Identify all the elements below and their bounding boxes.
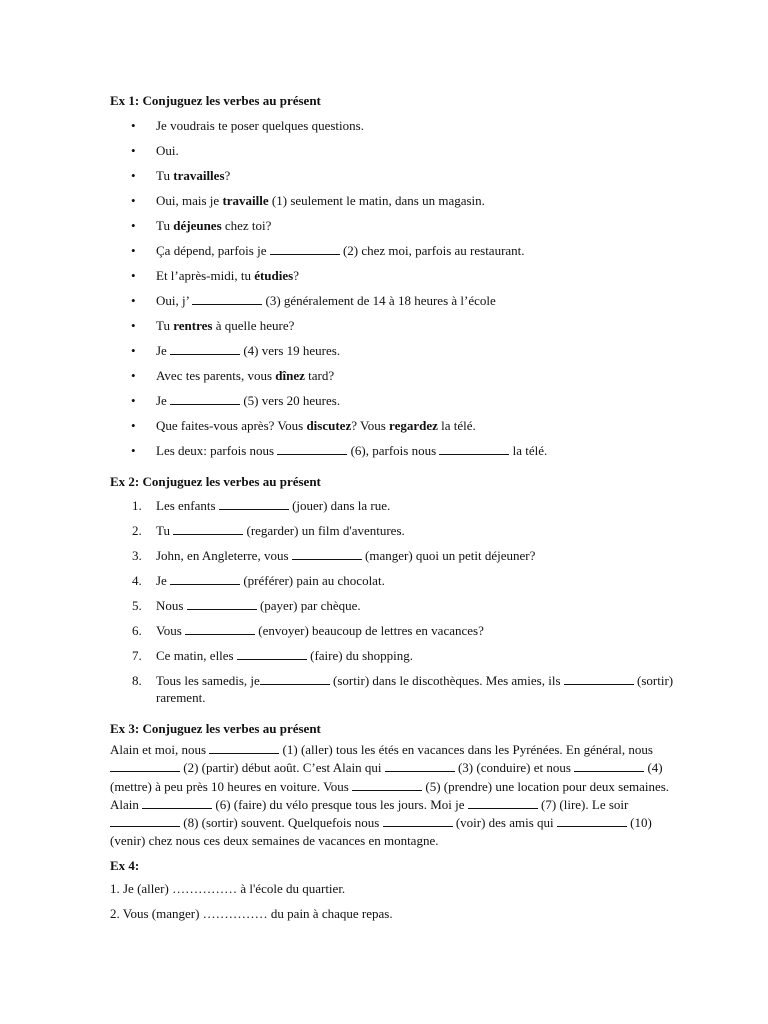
verb-bold: travaille bbox=[222, 193, 269, 208]
dialogue-line bbox=[110, 392, 690, 417]
text-fragment: Tu bbox=[156, 168, 174, 183]
dialogue-line bbox=[110, 342, 690, 367]
dialogue-line bbox=[110, 317, 690, 342]
text-fragment: Que faites-vous après? Vous bbox=[156, 418, 307, 433]
text-fragment: Ça dépend, parfois je bbox=[156, 243, 270, 258]
text-fragment: à quelle heure? bbox=[212, 318, 295, 333]
verb-bold: regardez bbox=[389, 418, 438, 433]
fill-in-blank[interactable] bbox=[219, 497, 289, 510]
item-number: 2. bbox=[132, 523, 142, 538]
fill-in-blank[interactable] bbox=[564, 672, 634, 685]
sentence-item bbox=[110, 522, 690, 547]
dialogue-line bbox=[110, 267, 690, 292]
text-fragment: ? bbox=[224, 168, 231, 183]
dialogue-line bbox=[110, 417, 690, 442]
item-number: 1. bbox=[132, 498, 142, 513]
fill-in-blank[interactable] bbox=[209, 741, 279, 754]
sentence-item bbox=[110, 647, 690, 672]
fill-in-blank[interactable] bbox=[185, 622, 255, 635]
sentence-item bbox=[110, 497, 690, 522]
text-fragment: (4) vers 19 heures. bbox=[240, 343, 341, 358]
text-fragment: (3) généralement de 14 à 18 heures à l’école bbox=[262, 293, 496, 308]
fill-in-blank[interactable] bbox=[237, 647, 307, 660]
text-fragment: Ce matin, elles bbox=[156, 648, 237, 663]
text-fragment: Je bbox=[156, 573, 171, 588]
fill-in-blank[interactable] bbox=[110, 814, 180, 827]
dialogue-line bbox=[110, 367, 690, 392]
text-fragment: Et l’après-midi, tu bbox=[156, 268, 255, 283]
verb-bold: étudies bbox=[254, 268, 294, 283]
text-fragment: (jouer) dans la rue. bbox=[288, 498, 391, 513]
text-fragment: (regarder) un film d'aventures. bbox=[243, 523, 405, 538]
dialogue-line bbox=[110, 142, 690, 167]
exercise-2-title: Ex 2: Conjuguez les verbes au présent bbox=[110, 474, 321, 489]
dialogue-line bbox=[110, 117, 690, 142]
text-fragment: (sortir) rarement. bbox=[156, 673, 674, 705]
text-fragment: (7) (lire). Le soir bbox=[537, 796, 629, 812]
text-fragment: Les deux: parfois nous bbox=[156, 443, 278, 458]
fill-in-blank[interactable] bbox=[574, 759, 644, 772]
dialogue-list bbox=[110, 117, 690, 467]
exercise-4-title: Ex 4: bbox=[110, 857, 140, 873]
exercise-4-question: 2. Vous (manger) …………… du pain à chaque repas. bbox=[110, 905, 393, 921]
text-fragment: chez toi? bbox=[221, 218, 272, 233]
exercise-4-question: 1. Je (aller) …………… à l'école du quartier. bbox=[110, 880, 346, 896]
text-fragment: Tu bbox=[156, 218, 174, 233]
item-number: 6. bbox=[132, 623, 142, 638]
text-fragment: (6), parfois nous bbox=[347, 443, 440, 458]
text-fragment: (8) (sortir) souvent. Quelquefois nous bbox=[180, 815, 383, 831]
dialogue-line bbox=[110, 242, 690, 267]
text-fragment: (6) (faire) du vélo presque tous les jours. Moi je bbox=[212, 796, 468, 812]
fill-in-blank[interactable] bbox=[439, 442, 509, 455]
text-fragment: (faire) du shopping. bbox=[306, 648, 414, 663]
text-fragment: (voir) des amis qui bbox=[452, 815, 557, 831]
verb-bold: travailles bbox=[173, 168, 225, 183]
text-fragment: Nous bbox=[156, 598, 187, 613]
text-fragment: Oui, mais je bbox=[156, 193, 223, 208]
item-number: 3. bbox=[132, 548, 142, 563]
text-fragment: la télé. bbox=[509, 443, 548, 458]
sentence-list bbox=[110, 497, 690, 714]
verb-bold: rentres bbox=[173, 318, 213, 333]
sentence-item bbox=[110, 597, 690, 622]
sentence-item bbox=[110, 547, 690, 572]
text-fragment: Je bbox=[156, 343, 171, 358]
text-fragment: tard? bbox=[304, 368, 335, 383]
text-fragment: Tu bbox=[156, 523, 174, 538]
text-fragment: Alain et moi, nous bbox=[110, 742, 210, 757]
text-fragment: Je voudrais te poser quelques questions. bbox=[156, 118, 364, 133]
dialogue-line bbox=[110, 442, 690, 467]
text-fragment: (préférer) pain au chocolat. bbox=[240, 573, 385, 588]
sentence-item bbox=[110, 622, 690, 647]
verb-bold: déjeunes bbox=[173, 218, 222, 233]
text-fragment: ? Vous bbox=[351, 418, 390, 433]
fill-in-blank[interactable] bbox=[170, 392, 240, 405]
dialogue-line bbox=[110, 292, 690, 317]
exercise-3 bbox=[110, 720, 690, 851]
exercise-1-title: Ex 1: Conjuguez les verbes au présent bbox=[110, 93, 321, 108]
text-fragment: (4) (mettre) à peu près 10 heures en voiture. Vous bbox=[110, 760, 663, 794]
text-fragment: Je bbox=[156, 393, 171, 408]
fill-in-blank[interactable] bbox=[352, 778, 422, 791]
text-fragment: (payer) par chèque. bbox=[256, 598, 361, 613]
text-fragment: (1) seulement le matin, dans un magasin. bbox=[268, 193, 485, 208]
verb-bold: discutez bbox=[306, 418, 352, 433]
text-fragment: (2) chez moi, parfois au restaurant. bbox=[339, 243, 525, 258]
exercise-3-title: Ex 3: Conjuguez les verbes au présent bbox=[110, 721, 321, 736]
fill-in-blank[interactable] bbox=[173, 522, 243, 535]
fill-in-blank[interactable] bbox=[277, 442, 347, 455]
text-fragment: Vous bbox=[156, 623, 186, 638]
fill-in-blank[interactable] bbox=[192, 292, 262, 305]
fill-in-blank[interactable] bbox=[110, 759, 180, 772]
item-number: 4. bbox=[132, 573, 142, 588]
text-fragment: Tous les samedis, je bbox=[156, 673, 260, 688]
verb-bold: dînez bbox=[275, 368, 305, 383]
dialogue-line bbox=[110, 192, 690, 217]
text-fragment: (manger) quoi un petit déjeuner? bbox=[361, 548, 536, 563]
fill-in-blank[interactable] bbox=[383, 814, 453, 827]
fill-in-blank[interactable] bbox=[292, 547, 362, 560]
text-fragment: John, en Angleterre, vous bbox=[156, 548, 292, 563]
item-number: 8. bbox=[132, 673, 142, 688]
text-fragment: Avec tes parents, vous bbox=[156, 368, 276, 383]
fill-in-blank[interactable] bbox=[142, 796, 212, 809]
dialogue-line bbox=[110, 167, 690, 192]
text-fragment: Tu bbox=[156, 318, 174, 333]
text-fragment: la télé. bbox=[437, 418, 476, 433]
exercise-1 bbox=[110, 92, 690, 467]
text-fragment: (3) (conduire) et nous bbox=[454, 760, 575, 776]
item-number: 5. bbox=[132, 598, 142, 613]
text-fragment: (10) (venir) chez nous ces deux semaines de vacances en montagne. bbox=[110, 815, 652, 849]
sentence-item bbox=[110, 672, 690, 714]
item-number: 7. bbox=[132, 648, 142, 663]
fill-in-blank[interactable] bbox=[260, 672, 330, 685]
text-fragment: (envoyer) beaucoup de lettres en vacances? bbox=[255, 623, 484, 638]
text-fragment: Les enfants bbox=[156, 498, 219, 513]
exercise-3-paragraph bbox=[110, 741, 690, 851]
dialogue-line bbox=[110, 217, 690, 242]
fill-in-blank[interactable] bbox=[170, 342, 240, 355]
sentence-item bbox=[110, 572, 690, 597]
text-fragment: (5) (prendre) une location pour deux semaines. Alain bbox=[110, 778, 670, 812]
fill-in-blank[interactable] bbox=[557, 814, 627, 827]
text-fragment: (sortir) dans le discothèques. Mes amies, ils bbox=[329, 673, 564, 688]
text-fragment: Oui, j’ bbox=[156, 293, 193, 308]
text-fragment: (5) vers 20 heures. bbox=[240, 393, 341, 408]
text-fragment: (1) (aller) tous les étés en vacances dans les Pyrénées. En général, nous bbox=[279, 742, 653, 757]
exercise-4 bbox=[110, 857, 690, 930]
fill-in-blank[interactable] bbox=[170, 572, 240, 585]
fill-in-blank[interactable] bbox=[187, 597, 257, 610]
fill-in-blank[interactable] bbox=[468, 796, 538, 809]
text-fragment: ? bbox=[293, 268, 299, 283]
text-fragment: (2) (partir) début août. C’est Alain qui bbox=[180, 760, 385, 776]
exercise-2 bbox=[110, 473, 690, 714]
text-fragment: Oui. bbox=[156, 143, 179, 158]
fill-in-blank[interactable] bbox=[385, 759, 455, 772]
fill-in-blank[interactable] bbox=[270, 242, 340, 255]
worksheet bbox=[110, 92, 690, 930]
